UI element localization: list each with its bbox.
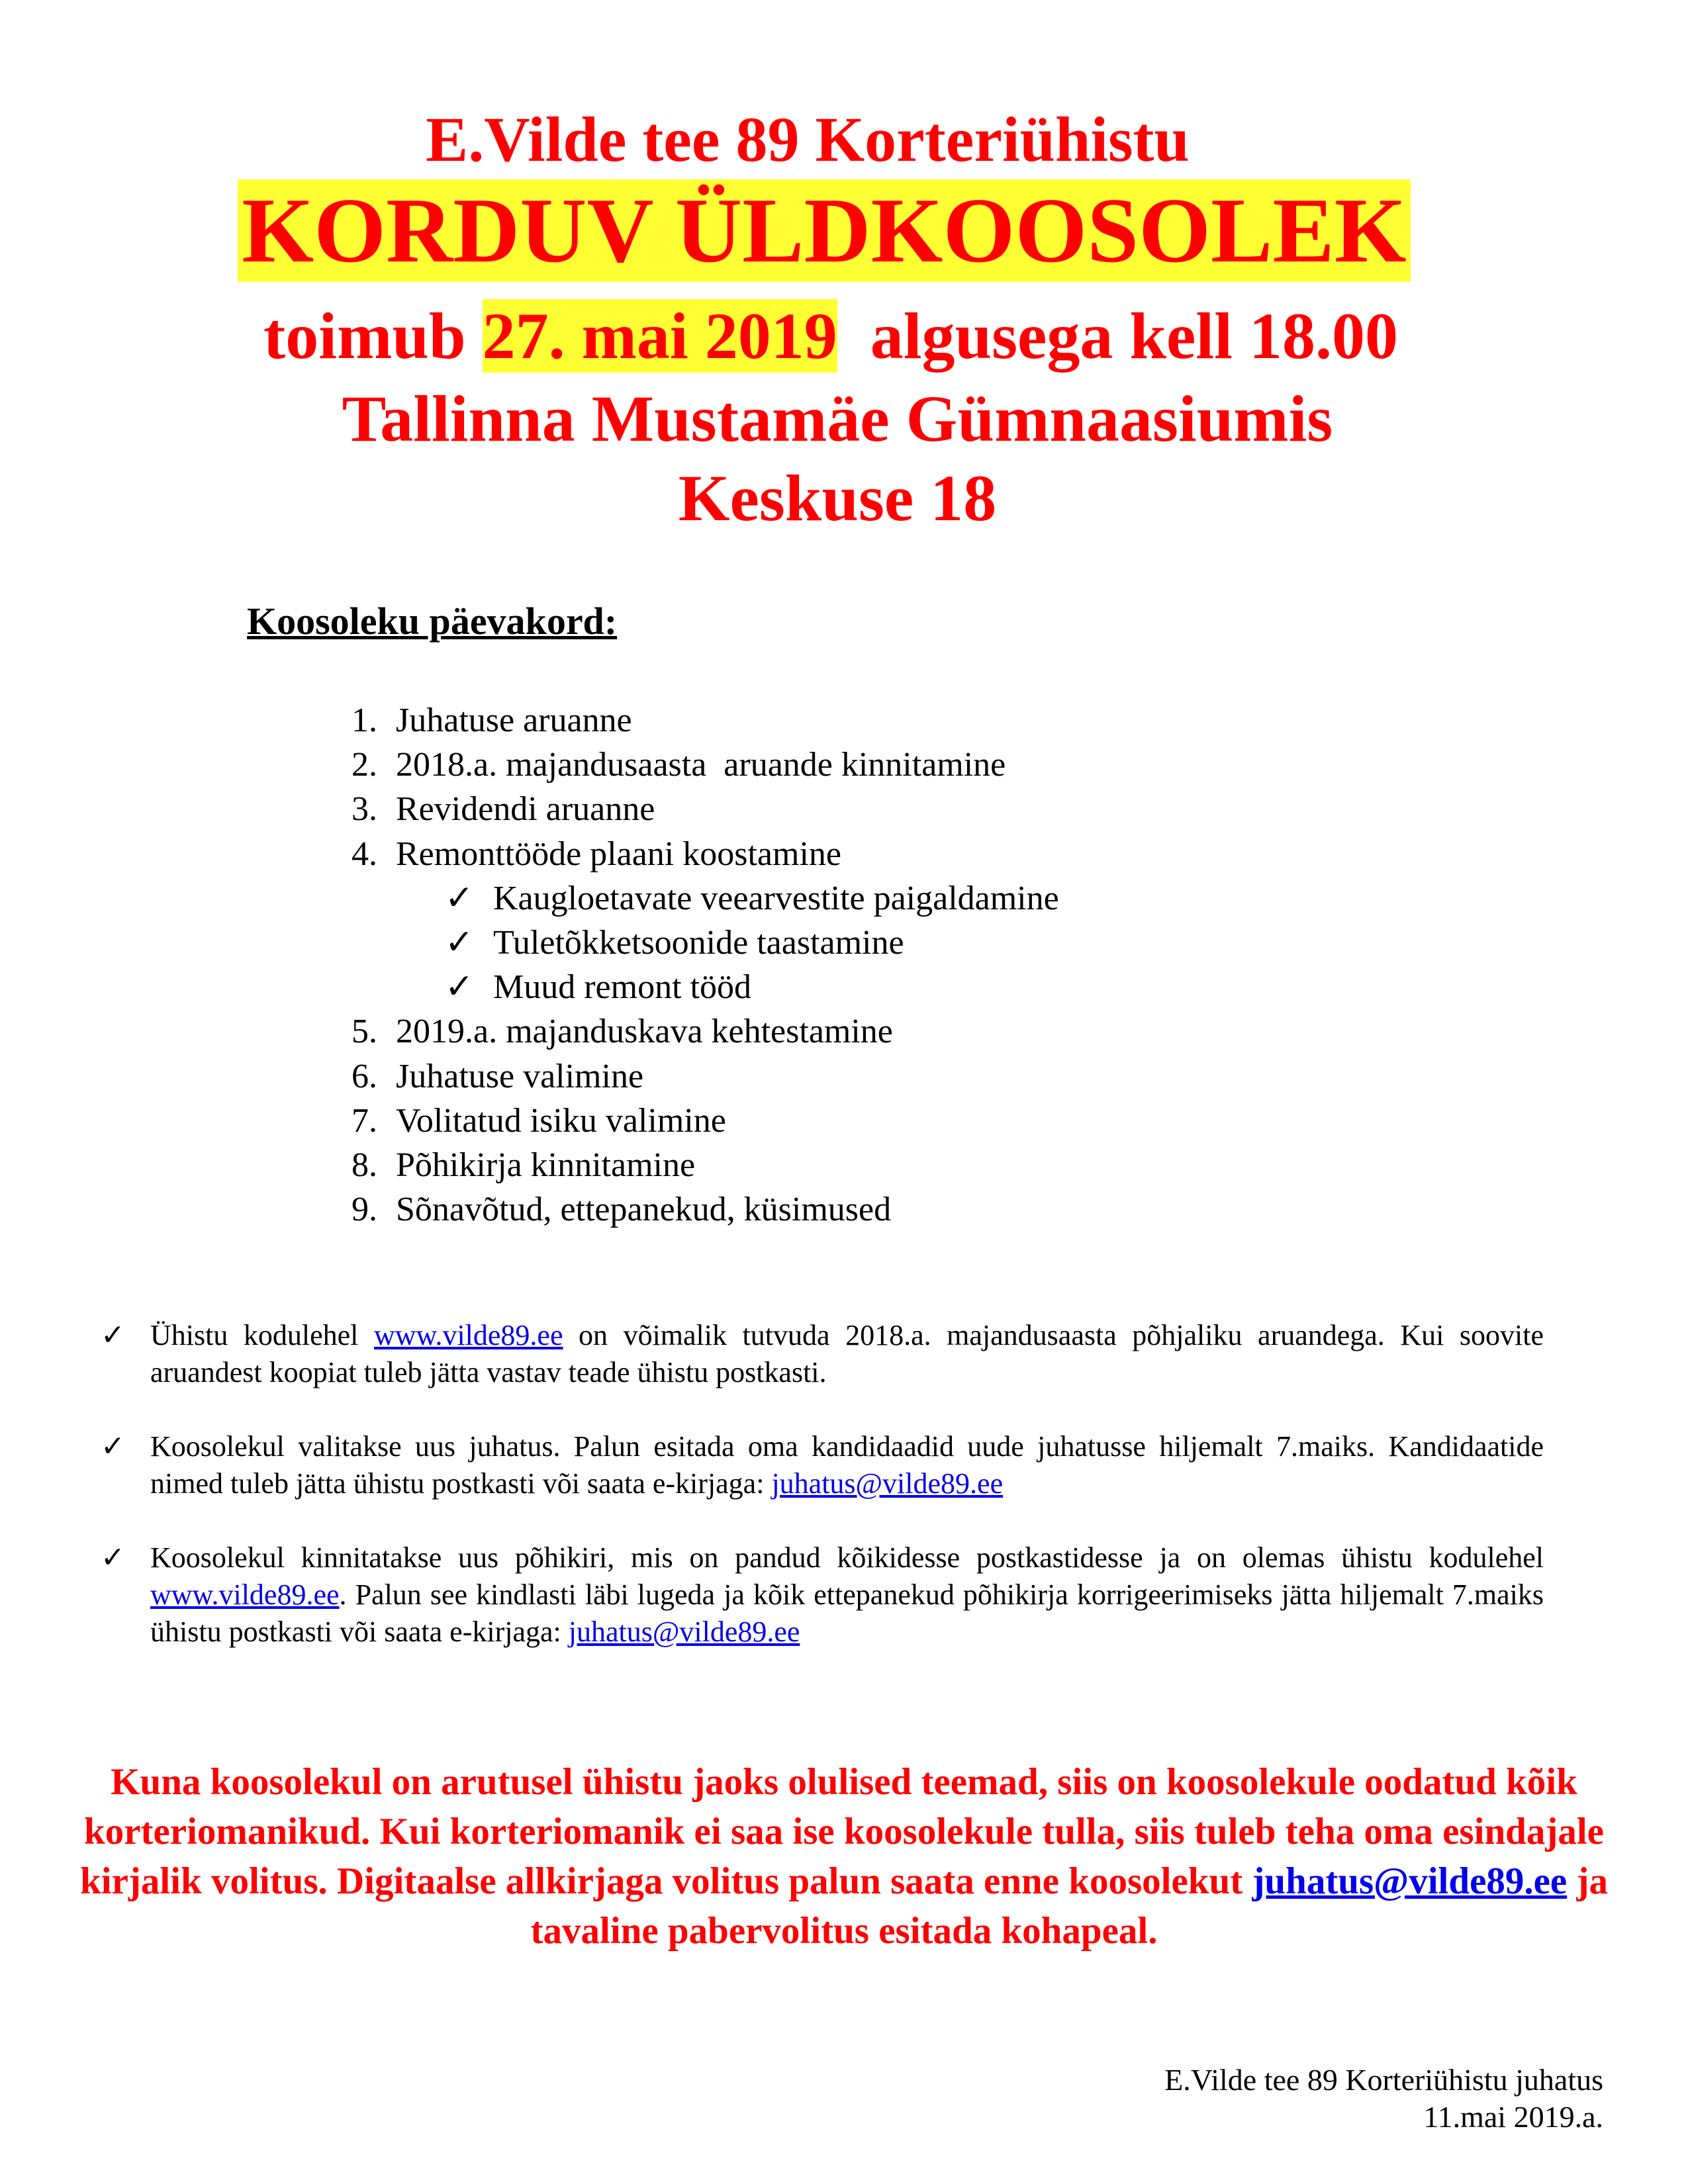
appeal-paragraph xyxy=(66,1757,1622,1956)
email-link[interactable]: juhatus@vilde89.ee xyxy=(1252,1860,1568,1902)
checkmark-icon: ✓ xyxy=(101,1430,125,1463)
checkmark-icon: ✓ xyxy=(445,923,474,962)
email-link[interactable]: juhatus@vilde89.ee xyxy=(568,1615,800,1648)
signature-author: E.Vilde tee 89 Korteriühistu juhatus xyxy=(1164,2063,1603,2097)
signature-date: 11.mai 2019.a. xyxy=(1423,2100,1603,2134)
agenda-item-number: 5. xyxy=(352,1013,377,1051)
agenda-item-text: Revidendi aruanne xyxy=(396,790,655,829)
agenda-item-text: 2018.a. majandusaasta aruande kinnitamine xyxy=(396,746,1006,784)
note-statutes xyxy=(101,1539,1544,1651)
agenda-item-number: 3. xyxy=(352,790,377,829)
notes-list xyxy=(101,1317,1544,1688)
signature-block xyxy=(1164,2062,1603,2136)
note-text: on võimalik tutvuda 2018.a. majandusaasta põhjaliku aruandega. Kui soovite aruandest koopiat tuleb jätta vastav teade ühistu postkasti. xyxy=(150,1319,1544,1388)
note-board-election xyxy=(101,1428,1544,1502)
checkmark-icon: ✓ xyxy=(101,1541,125,1574)
agenda-item-number: 1. xyxy=(352,702,377,739)
note-text: Koosolekul valitakse uus juhatus. Palun esitada oma kandidaadid uude juhatusse hiljemalt 7.maiks. Kandidaatide nimed tuleb jätta ühistu postkasti või saata e-kirjaga: xyxy=(150,1430,1544,1500)
website-link[interactable]: www.vilde89.ee xyxy=(373,1319,563,1351)
website-link[interactable]: www.vilde89.ee xyxy=(150,1578,340,1611)
agenda-item-number: 7. xyxy=(352,1101,377,1140)
note-text: Koosolekul kinnitatakse uus põhikiri, mis on pandud kõikidesse postkastidesse ja on olemas ühistu kodulehel xyxy=(150,1541,1544,1574)
agenda-subitem-text: Tuletõkketsoonide taastamine xyxy=(493,923,904,962)
date-prefix: toimub xyxy=(263,299,483,373)
appeal-text: Kuna koosolekul on arutusel ühistu jaoks olulised teemad, siis on koosolekule oodatud kõik korteriomanikud. Kui korteriomanik ei saa ise koosolekule tulla, siis tuleb teha oma esindajale kirjalik volitus. Digitaalse allkirjaga volitus palun saata enne koosolekut xyxy=(80,1761,1604,1902)
agenda-item-text: Juhatuse valimine xyxy=(396,1057,644,1095)
note-text: Ühistu kodulehel xyxy=(150,1319,374,1351)
agenda-item-number: 2. xyxy=(352,746,377,784)
note-report xyxy=(101,1317,1544,1391)
checkmark-icon: ✓ xyxy=(445,879,474,917)
note-text: . Palun see kindlasti läbi lugeda ja kõik ettepanekud põhikirja korrigeerimiseks jätta hiljemalt 7.maiks ühistu postkasti või saata e-kirjaga: xyxy=(150,1578,1544,1648)
agenda-item-text: Volitatud isiku valimine xyxy=(396,1101,726,1140)
meeting-title-text: KORDUV ÜLDKOOSOLEK xyxy=(238,179,1410,282)
agenda-item-number: 6. xyxy=(352,1057,377,1095)
agenda-item-number: 8. xyxy=(352,1146,377,1184)
date-suffix: algusega kell 18.00 xyxy=(837,299,1398,373)
agenda-item-text: 2019.a. majanduskava kehtestamine xyxy=(396,1013,893,1051)
agenda-subitem-text: Kaugloetavate veearvestite paigaldamine xyxy=(493,879,1059,917)
agenda-item-text: Sõnavõtud, ettepanekud, küsimused xyxy=(396,1191,892,1229)
agenda-subitem-text: Muud remont tööd xyxy=(493,968,751,1007)
agenda-item-text: Remonttööde plaani koostamine xyxy=(396,835,841,873)
meeting-title xyxy=(0,177,1668,284)
agenda-heading: Koosoleku päevakord: xyxy=(247,600,618,643)
checkmark-icon: ✓ xyxy=(445,968,474,1007)
meeting-date: 27. mai 2019 xyxy=(482,299,837,373)
meeting-place: Tallinna Mustamäe Gümnaasiumis xyxy=(342,382,1333,455)
checkmark-icon: ✓ xyxy=(101,1319,125,1351)
org-title: E.Vilde tee 89 Korteriühistu xyxy=(426,104,1190,175)
agenda-item-number: 4. xyxy=(352,835,377,873)
agenda-item-text: Põhikirja kinnitamine xyxy=(396,1146,696,1184)
email-link[interactable]: juhatus@vilde89.ee xyxy=(771,1467,1004,1500)
meeting-date-line xyxy=(0,298,1675,374)
agenda-item-number: 9. xyxy=(352,1191,377,1229)
meeting-address: Keskuse 18 xyxy=(678,461,997,535)
agenda-item-text: Juhatuse aruanne xyxy=(396,702,632,739)
appeal-text: ja tavaline pabervolitus esitada kohapeal. xyxy=(530,1860,1608,1952)
